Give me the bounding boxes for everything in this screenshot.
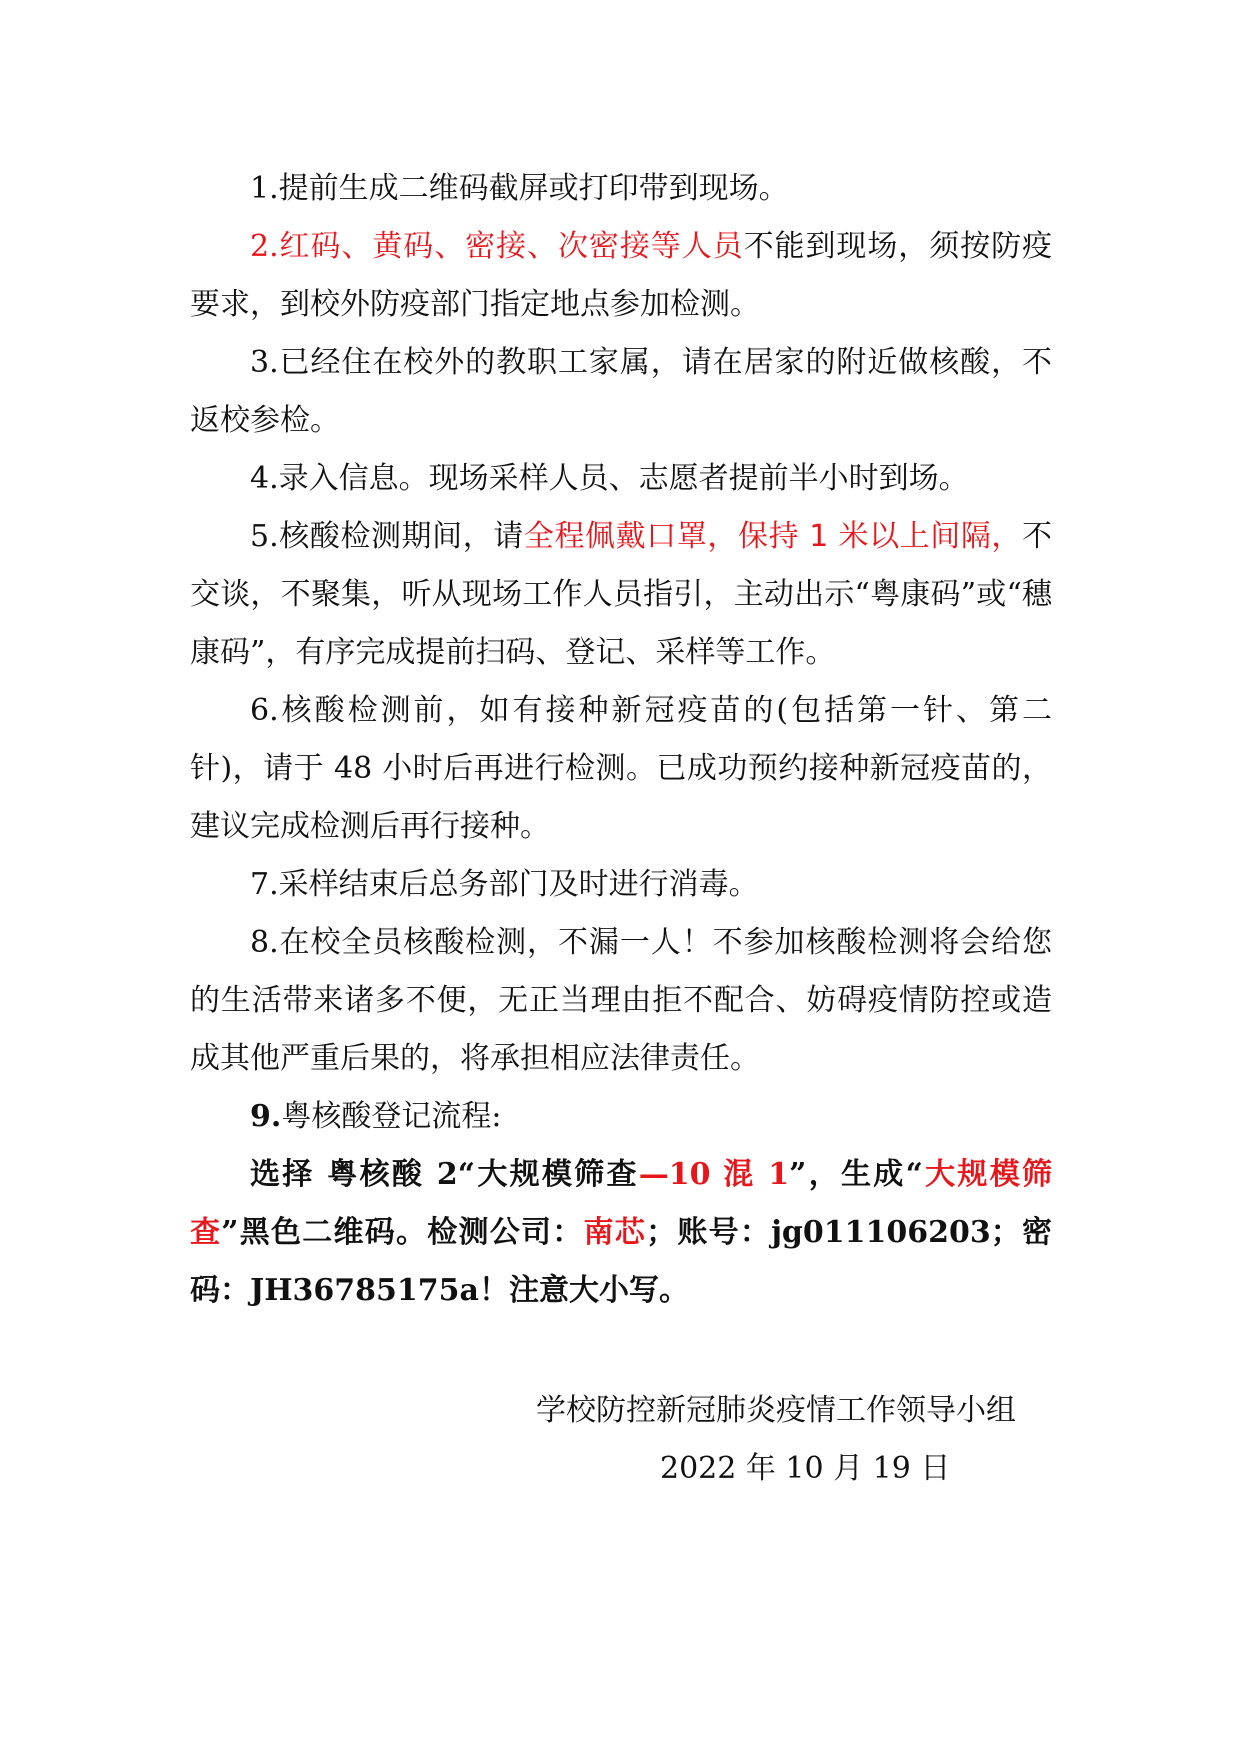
- instruction-part-1: 选择 粤核酸 2“大规模筛查: [250, 1157, 639, 1192]
- instruction-company: 南芯: [583, 1215, 647, 1250]
- highlighted-text: 红码、黄码、密接、次密接等人员: [278, 229, 744, 264]
- item-number: 4.: [250, 461, 279, 496]
- item-text: 录入信息。现场采样人员、志愿者提前半小时到场。: [278, 461, 969, 496]
- item-number: 9.: [250, 1099, 282, 1134]
- list-item-1: [190, 160, 1052, 218]
- item-number: 1.: [250, 171, 279, 206]
- notice-body: [190, 160, 1052, 1320]
- instruction-part-5: ”黑色二维码。检测公司：: [221, 1215, 584, 1250]
- item-number: 3.: [250, 345, 279, 380]
- item-text: 在校全员核酸检测，不漏一人！不参加核酸检测将会给您的生活带来诸多不便，无正当理由拒不配合、妨碍疫情防控或造成其他严重后果的，将承担相应法律责任。: [190, 925, 1052, 1076]
- registration-instruction: [190, 1146, 1052, 1320]
- item-text: 采样结束后总务部门及时进行消毒。: [278, 867, 759, 902]
- item-text: 核酸检测前，如有接种新冠疫苗的(包括第一针、第二针)，请于 48 小时后再进行检测。已成功预约接种新冠疫苗的，建议完成检测后再行接种。: [190, 693, 1052, 844]
- highlighted-text: 全程佩戴口罩，保持 1 米以上间隔，: [523, 519, 1022, 554]
- instruction-credentials: ；账号：jg011106203；密码：JH36785175a！注意大小写。: [190, 1215, 1053, 1308]
- item-number: 2.: [250, 229, 279, 264]
- item-text: 已经住在校外的教职工家属，请在居家的附近做核酸，不返校参检。: [190, 345, 1052, 438]
- item-text: 提前生成二维码截屏或打印带到现场。: [278, 171, 789, 206]
- item-number: 8.: [250, 925, 279, 960]
- list-item-5: [190, 508, 1052, 682]
- signing-date: 2022 年 10 月 19 日: [660, 1451, 951, 1486]
- item-text: 不能到现场，须按防疫要求，到校外防疫部门指定地点参加检测。: [190, 229, 1053, 322]
- list-item-3: [190, 334, 1052, 450]
- signing-organization: 学校防控新冠肺炎疫情工作领导小组: [536, 1393, 1016, 1428]
- item-number: 7.: [250, 867, 279, 902]
- list-item-6: [190, 682, 1052, 856]
- list-item-7: [190, 856, 1052, 914]
- item-number: 5.: [250, 519, 279, 554]
- list-item-4: [190, 450, 1052, 508]
- instruction-qr-type: 大规模筛查: [190, 1157, 1052, 1250]
- list-item-8: [190, 914, 1052, 1088]
- list-item-9: [190, 1088, 1052, 1146]
- item-text: 粤核酸登记流程:: [281, 1099, 502, 1134]
- item-number: 6.: [250, 693, 279, 728]
- instruction-mix-ratio: —10 混 1: [638, 1157, 790, 1192]
- list-item-2: [190, 218, 1052, 334]
- item-text: 不交谈，不聚集，听从现场工作人员指引，主动出示“粤康码”或“穗康码”，有序完成提前扫码、登记、采样等工作。: [190, 519, 1052, 670]
- item-pre-text: 核酸检测期间，请: [278, 519, 524, 554]
- instruction-part-3: ”，生成“: [789, 1157, 923, 1192]
